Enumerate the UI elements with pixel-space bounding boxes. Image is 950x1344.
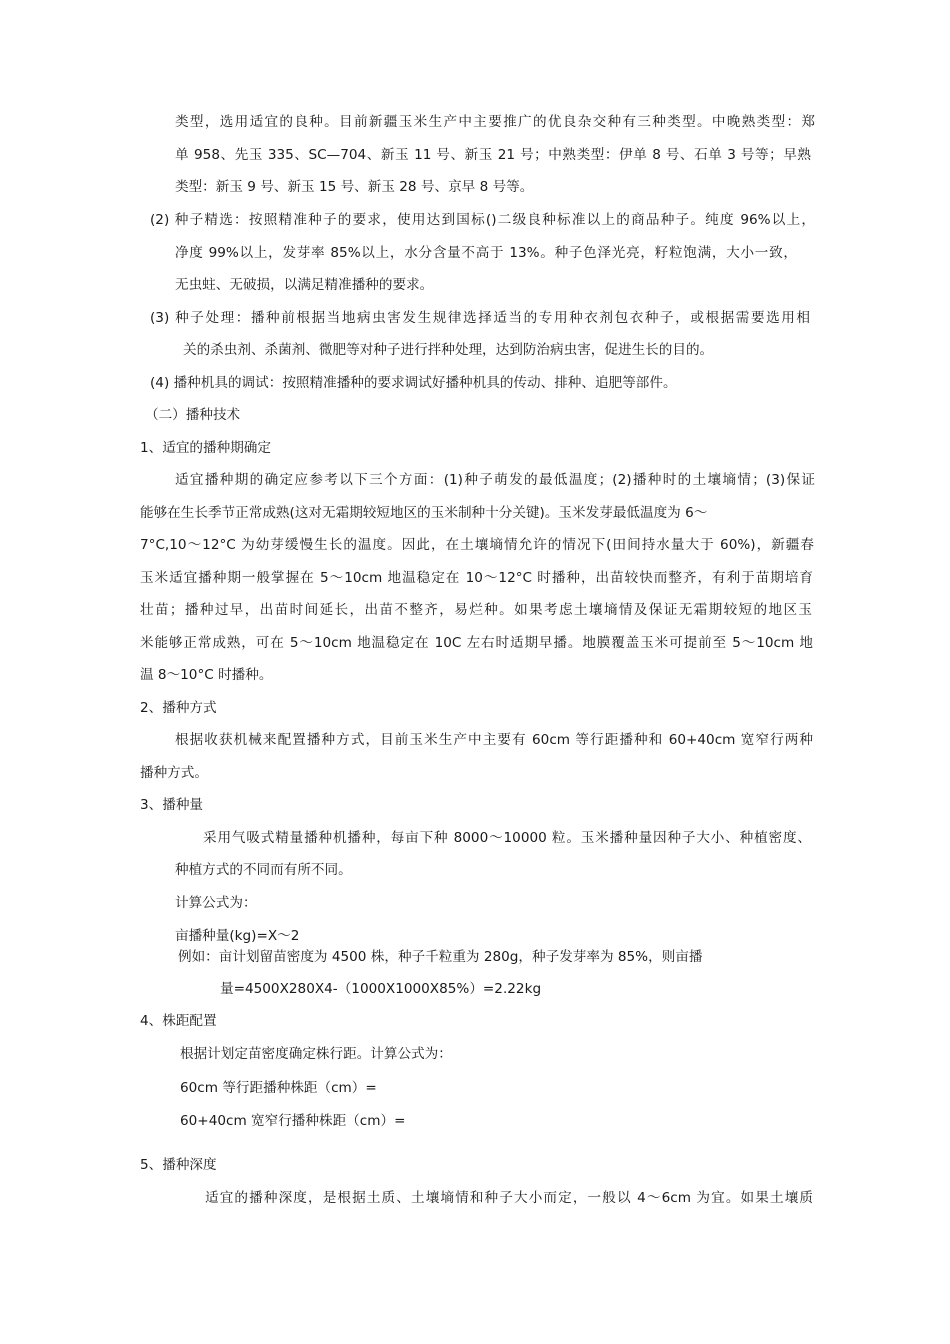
formula: 量=4500X280X4-（1000X1000X85%）=2.22kg bbox=[220, 981, 542, 997]
subsection-heading: 1、适宜的播种期确定 bbox=[140, 440, 271, 456]
subsection-heading: 3、播种量 bbox=[140, 797, 204, 813]
text-line: 单 958、先玉 335、SC—704、新玉 11 号、新玉 21 号；中熟类型：伊单 8 号、石单 3 号等；早熟 bbox=[175, 147, 811, 163]
text-line: 7°C,10〜12°C 为幼芽缓慢生长的温度。因此，在土壤墒情允许的情况下(田间持水量大于 60%)，新疆春 bbox=[140, 537, 814, 553]
text-line: 类型：新玉 9 号、新玉 15 号、新玉 28 号、京早 8 号等。 bbox=[175, 179, 534, 195]
text-line: 根据收获机械来配置播种方式，目前玉米生产中主要有 60cm 等行距播种和 60+40cm 宽窄行两种 bbox=[175, 732, 813, 748]
formula: 60+40cm 宽窄行播种株距（cm）= bbox=[180, 1113, 406, 1129]
text-line: 类型，选用适宜的良种。目前新疆玉米生产中主要推广的优良杂交种有三种类型。中晚熟类型：郑 bbox=[175, 114, 815, 130]
text-line: 例如：亩计划留苗密度为 4500 株，种子千粒重为 280g，种子发芽率为 85%，则亩播 bbox=[178, 949, 703, 965]
subsection-heading: 4、株距配置 bbox=[140, 1013, 217, 1029]
list-item: (2) 种子精选：按照精准种子的要求，使用达到国标()二级良种标准以上的商品种子。纯度 96%以上， bbox=[150, 212, 815, 228]
text-line: 播种方式。 bbox=[140, 765, 208, 781]
subsection-heading: 2、播种方式 bbox=[140, 700, 217, 716]
list-item: (3) 种子处理：播种前根据当地病虫害发生规律选择适当的专用种衣剂包衣种子，或根据需要选用相 bbox=[150, 310, 810, 326]
text-line: 根据计划定苗密度确定株行距。计算公式为： bbox=[180, 1046, 452, 1062]
formula: 60cm 等行距播种株距（cm）= bbox=[180, 1080, 377, 1096]
text-line: 计算公式为： bbox=[175, 895, 257, 911]
text-line: 适宜的播种深度，是根据土质、土壤墒情和种子大小而定，一般以 4〜6cm 为宜。如果土壤质 bbox=[205, 1190, 813, 1206]
text-line: 种植方式的不同而有所不同。 bbox=[175, 862, 352, 878]
text-line: 关的杀虫剂、杀菌剂、微肥等对种子进行拌种处理，达到防治病虫害，促进生长的目的。 bbox=[183, 342, 714, 358]
text-line: 净度 99%以上，发芽率 85%以上，水分含量不高于 13%。种子色泽光亮，籽粒饱满，大小一致， bbox=[175, 245, 797, 261]
section-heading: （二）播种技术 bbox=[145, 407, 241, 423]
text-line: 玉米适宜播种期一般掌握在 5〜10cm 地温稳定在 10〜12°C 时播种，出苗较快而整齐，有利于苗期培育 bbox=[140, 570, 813, 586]
text-line: 米能够正常成熟，可在 5〜10cm 地温稳定在 10C 左右时适期早播。地膜覆盖玉米可提前至 5〜10cm 地 bbox=[140, 635, 813, 651]
text-line: 适宜播种期的确定应参考以下三个方面：(1)种子萌发的最低温度；(2)播种时的土壤墒情；(3)保证 bbox=[175, 472, 815, 488]
text-line: 能够在生长季节正常成熟(这对无霜期较短地区的玉米制种十分关键)。玉米发芽最低温度为 6〜 bbox=[140, 505, 708, 521]
text-line: 温 8〜10°C 时播种。 bbox=[140, 667, 273, 683]
text-line: 无虫蛀、无破损，以满足精准播种的要求。 bbox=[175, 277, 434, 293]
list-item: (4) 播种机具的调试：按照精准播种的要求调试好播种机具的传动、排种、追肥等部件。 bbox=[150, 375, 677, 391]
formula: 亩播种量(kg)=X〜2 bbox=[175, 928, 300, 944]
text-line: 壮苗；播种过早，出苗时间延长，出苗不整齐，易烂种。如果考虑土壤墒情及保证无霜期较短的地区玉 bbox=[140, 602, 812, 618]
subsection-heading: 5、播种深度 bbox=[140, 1157, 217, 1173]
text-line: 采用气吸式精量播种机播种，每亩下种 8000〜10000 粒。玉米播种量因种子大小、种植密度、 bbox=[203, 830, 811, 846]
